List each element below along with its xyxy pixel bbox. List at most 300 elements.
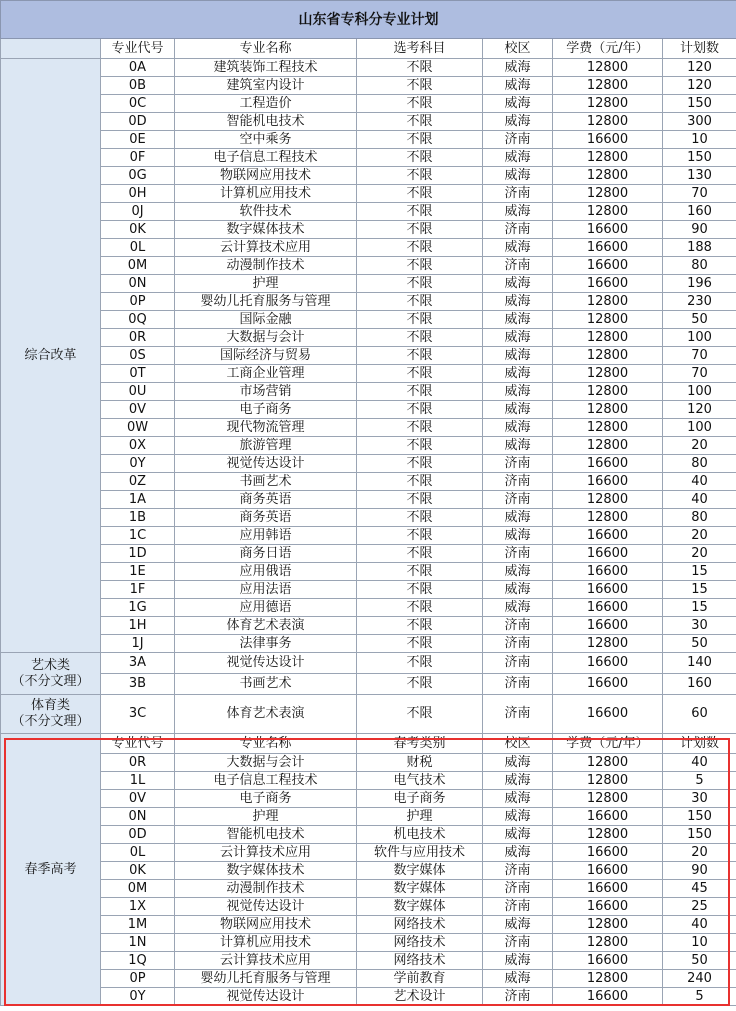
plan-count: 20 [663, 527, 736, 545]
campus: 威海 [483, 790, 553, 808]
category-cell [1, 695, 101, 734]
tuition: 12800 [553, 790, 663, 808]
table-row [1, 203, 736, 221]
major-code: 0L [101, 844, 175, 862]
major-code: 3A [101, 653, 175, 674]
subject-requirement: 不限 [357, 293, 483, 311]
major-code: 1L [101, 772, 175, 790]
major-code: 1D [101, 545, 175, 563]
major-code: 0R [101, 754, 175, 772]
tuition: 12800 [553, 365, 663, 383]
category-cell [1, 59, 101, 653]
tuition: 12800 [553, 77, 663, 95]
tuition: 12800 [553, 916, 663, 934]
major-name: 电子商务 [175, 790, 357, 808]
subject-requirement: 不限 [357, 545, 483, 563]
tuition: 12800 [553, 149, 663, 167]
plan-count: 120 [663, 77, 736, 95]
subject-requirement: 不限 [357, 635, 483, 653]
subject-requirement: 机电技术 [357, 826, 483, 844]
table-row [1, 527, 736, 545]
plan-count: 100 [663, 419, 736, 437]
plan-count: 80 [663, 257, 736, 275]
table-row [1, 790, 736, 808]
major-code: 1F [101, 581, 175, 599]
major-name: 视觉传达设计 [175, 653, 357, 674]
major-name: 视觉传达设计 [175, 455, 357, 473]
subject-requirement: 不限 [357, 419, 483, 437]
category-subtitle: （不分文理） [11, 714, 90, 729]
plan-count: 240 [663, 970, 736, 988]
category-cell: 春季高考 [1, 734, 101, 1006]
major-code: 0T [101, 365, 175, 383]
tuition: 16600 [553, 653, 663, 674]
major-code: 1M [101, 916, 175, 934]
major-name: 数字媒体技术 [175, 221, 357, 239]
tuition: 16600 [553, 563, 663, 581]
category-name: 艺术类 [30, 657, 70, 673]
category-subtitle: （不分文理） [11, 673, 90, 689]
major-name: 计算机应用技术 [175, 185, 357, 203]
plan-count: 50 [663, 635, 736, 653]
subject-requirement: 不限 [357, 491, 483, 509]
table-row [1, 695, 736, 734]
major-code: 0Y [101, 455, 175, 473]
plan-count: 40 [663, 754, 736, 772]
campus: 威海 [483, 275, 553, 293]
subject-requirement: 不限 [357, 311, 483, 329]
campus: 威海 [483, 167, 553, 185]
table-row [1, 880, 736, 898]
tuition: 12800 [553, 419, 663, 437]
major-name: 应用德语 [175, 599, 357, 617]
subject-requirement: 网络技术 [357, 952, 483, 970]
tuition: 12800 [553, 934, 663, 952]
plan-count: 20 [663, 545, 736, 563]
plan-count: 100 [663, 383, 736, 401]
plan-count: 300 [663, 113, 736, 131]
major-code: 0U [101, 383, 175, 401]
campus: 威海 [483, 509, 553, 527]
major-name: 电子商务 [175, 401, 357, 419]
subject-requirement: 不限 [357, 509, 483, 527]
subject-requirement: 不限 [357, 437, 483, 455]
tuition: 16600 [553, 581, 663, 599]
major-name: 云计算技术应用 [175, 239, 357, 257]
table-row [1, 862, 736, 880]
major-code: 0F [101, 149, 175, 167]
table-row [1, 934, 736, 952]
campus: 济南 [483, 617, 553, 635]
category-name: 综合改革 [24, 347, 77, 363]
tuition: 16600 [553, 527, 663, 545]
column-header-major-name: 专业名称 [175, 39, 357, 59]
plan-count: 140 [663, 653, 736, 674]
tuition: 12800 [553, 509, 663, 527]
table-row [1, 473, 736, 491]
subject-requirement: 电子商务 [357, 790, 483, 808]
plan-count: 196 [663, 275, 736, 293]
table-row [1, 311, 736, 329]
tuition: 12800 [553, 970, 663, 988]
major-code: 1G [101, 599, 175, 617]
subject-requirement: 艺术设计 [357, 988, 483, 1006]
tuition: 16600 [553, 455, 663, 473]
subject-requirement: 不限 [357, 275, 483, 293]
subject-requirement: 不限 [357, 455, 483, 473]
subject-requirement: 不限 [357, 365, 483, 383]
column-header-campus: 校区 [483, 734, 553, 754]
table-row [1, 635, 736, 653]
table-row [1, 275, 736, 293]
table-row [1, 239, 736, 257]
table-row [1, 617, 736, 635]
campus: 威海 [483, 808, 553, 826]
subject-requirement: 护理 [357, 808, 483, 826]
table-row [1, 437, 736, 455]
tuition: 16600 [553, 599, 663, 617]
table-row [1, 167, 736, 185]
column-header-campus: 校区 [483, 39, 553, 59]
tuition: 12800 [553, 203, 663, 221]
tuition: 16600 [553, 880, 663, 898]
subject-requirement: 不限 [357, 77, 483, 95]
major-name: 建筑室内设计 [175, 77, 357, 95]
tuition: 16600 [553, 275, 663, 293]
table-row [1, 844, 736, 862]
column-header-subject-requirement: 选考科目 [357, 39, 483, 59]
campus: 威海 [483, 826, 553, 844]
subject-requirement: 不限 [357, 653, 483, 674]
subject-requirement: 不限 [357, 185, 483, 203]
table-row [1, 988, 736, 1006]
plan-count: 90 [663, 862, 736, 880]
major-name: 旅游管理 [175, 437, 357, 455]
major-code: 0E [101, 131, 175, 149]
campus: 济南 [483, 653, 553, 674]
campus: 济南 [483, 455, 553, 473]
major-code: 0K [101, 221, 175, 239]
header-row [1, 734, 736, 754]
major-name: 体育艺术表演 [175, 695, 357, 734]
campus: 济南 [483, 473, 553, 491]
table-row [1, 455, 736, 473]
table-row [1, 149, 736, 167]
column-header-plan-count: 计划数 [663, 734, 736, 754]
tuition: 12800 [553, 311, 663, 329]
major-code: 0B [101, 77, 175, 95]
table-row [1, 808, 736, 826]
campus: 济南 [483, 695, 553, 734]
plan-count: 15 [663, 563, 736, 581]
campus: 济南 [483, 131, 553, 149]
subject-requirement: 不限 [357, 695, 483, 734]
plan-count: 10 [663, 934, 736, 952]
plan-count: 150 [663, 95, 736, 113]
tuition: 16600 [553, 221, 663, 239]
header-row [1, 39, 736, 59]
tuition: 16600 [553, 898, 663, 916]
subject-requirement: 电气技术 [357, 772, 483, 790]
plan-count: 20 [663, 844, 736, 862]
major-name: 智能机电技术 [175, 113, 357, 131]
table-row [1, 59, 736, 77]
subject-requirement: 不限 [357, 527, 483, 545]
major-code: 1Q [101, 952, 175, 970]
plan-count: 230 [663, 293, 736, 311]
campus: 威海 [483, 329, 553, 347]
tuition: 12800 [553, 401, 663, 419]
tuition: 12800 [553, 635, 663, 653]
major-name: 应用法语 [175, 581, 357, 599]
major-name: 计算机应用技术 [175, 934, 357, 952]
major-name: 视觉传达设计 [175, 898, 357, 916]
title-row [1, 1, 736, 39]
plan-count: 120 [663, 401, 736, 419]
tuition: 12800 [553, 329, 663, 347]
subject-requirement: 不限 [357, 599, 483, 617]
major-code: 1H [101, 617, 175, 635]
campus: 济南 [483, 880, 553, 898]
campus: 济南 [483, 898, 553, 916]
column-header-tuition: 学费（元/年） [553, 734, 663, 754]
table-row [1, 77, 736, 95]
subject-requirement: 不限 [357, 347, 483, 365]
table-row [1, 563, 736, 581]
campus: 威海 [483, 347, 553, 365]
major-code: 0N [101, 275, 175, 293]
major-code: 0V [101, 790, 175, 808]
tuition: 12800 [553, 347, 663, 365]
campus: 济南 [483, 257, 553, 275]
campus: 济南 [483, 934, 553, 952]
major-name: 工程造价 [175, 95, 357, 113]
campus: 威海 [483, 527, 553, 545]
tuition: 12800 [553, 95, 663, 113]
major-code: 1J [101, 635, 175, 653]
tuition: 16600 [553, 545, 663, 563]
tuition: 12800 [553, 185, 663, 203]
campus: 威海 [483, 59, 553, 77]
major-code: 0D [101, 113, 175, 131]
tuition: 16600 [553, 257, 663, 275]
major-name: 建筑装饰工程技术 [175, 59, 357, 77]
major-name: 商务英语 [175, 491, 357, 509]
campus: 威海 [483, 203, 553, 221]
major-name: 护理 [175, 275, 357, 293]
campus: 威海 [483, 419, 553, 437]
header-blank-cell [1, 39, 101, 59]
tuition: 16600 [553, 674, 663, 695]
table-row [1, 916, 736, 934]
major-name: 法律事务 [175, 635, 357, 653]
major-name: 护理 [175, 808, 357, 826]
major-name: 婴幼儿托育服务与管理 [175, 293, 357, 311]
plan-count: 70 [663, 365, 736, 383]
major-name: 智能机电技术 [175, 826, 357, 844]
major-code: 3B [101, 674, 175, 695]
major-name: 软件技术 [175, 203, 357, 221]
major-name: 大数据与会计 [175, 329, 357, 347]
major-name: 书画艺术 [175, 473, 357, 491]
column-header-subject-requirement: 春考类别 [357, 734, 483, 754]
campus: 济南 [483, 185, 553, 203]
major-code: 0Z [101, 473, 175, 491]
plan-count: 70 [663, 185, 736, 203]
plan-count: 15 [663, 599, 736, 617]
column-header-tuition: 学费（元/年） [553, 39, 663, 59]
plan-count: 30 [663, 790, 736, 808]
major-name: 体育艺术表演 [175, 617, 357, 635]
plan-count: 20 [663, 437, 736, 455]
major-name: 物联网应用技术 [175, 167, 357, 185]
campus: 济南 [483, 545, 553, 563]
campus: 威海 [483, 970, 553, 988]
tuition: 16600 [553, 862, 663, 880]
major-code: 0Y [101, 988, 175, 1006]
subject-requirement: 不限 [357, 113, 483, 131]
plan-count: 120 [663, 59, 736, 77]
tuition: 16600 [553, 239, 663, 257]
major-name: 动漫制作技术 [175, 880, 357, 898]
table-row [1, 754, 736, 772]
campus: 威海 [483, 599, 553, 617]
campus: 济南 [483, 674, 553, 695]
subject-requirement: 网络技术 [357, 916, 483, 934]
major-name: 云计算技术应用 [175, 844, 357, 862]
major-code: 0D [101, 826, 175, 844]
subject-requirement: 不限 [357, 581, 483, 599]
plan-count: 45 [663, 880, 736, 898]
tuition: 12800 [553, 772, 663, 790]
major-name: 国际金融 [175, 311, 357, 329]
major-code: 1C [101, 527, 175, 545]
campus: 威海 [483, 95, 553, 113]
table-row [1, 401, 736, 419]
tuition: 12800 [553, 437, 663, 455]
subject-requirement: 学前教育 [357, 970, 483, 988]
subject-requirement: 不限 [357, 167, 483, 185]
major-code: 0X [101, 437, 175, 455]
table-row [1, 95, 736, 113]
campus: 济南 [483, 635, 553, 653]
subject-requirement: 不限 [357, 563, 483, 581]
plan-count: 30 [663, 617, 736, 635]
major-name: 应用韩语 [175, 527, 357, 545]
campus: 威海 [483, 149, 553, 167]
plan-count: 80 [663, 509, 736, 527]
major-code: 0A [101, 59, 175, 77]
tuition: 12800 [553, 383, 663, 401]
major-name: 现代物流管理 [175, 419, 357, 437]
plan-count: 15 [663, 581, 736, 599]
major-code: 0W [101, 419, 175, 437]
major-code: 1A [101, 491, 175, 509]
tuition: 12800 [553, 491, 663, 509]
tuition: 12800 [553, 113, 663, 131]
subject-requirement: 数字媒体 [357, 862, 483, 880]
major-name: 大数据与会计 [175, 754, 357, 772]
table-row [1, 365, 736, 383]
plan-count: 160 [663, 203, 736, 221]
campus: 威海 [483, 581, 553, 599]
plan-count: 100 [663, 329, 736, 347]
subject-requirement: 数字媒体 [357, 880, 483, 898]
table-row [1, 131, 736, 149]
major-code: 1B [101, 509, 175, 527]
campus: 威海 [483, 383, 553, 401]
table-row [1, 599, 736, 617]
campus: 威海 [483, 437, 553, 455]
table-row [1, 257, 736, 275]
subject-requirement: 不限 [357, 239, 483, 257]
subject-requirement: 不限 [357, 674, 483, 695]
major-code: 0V [101, 401, 175, 419]
major-code: 1X [101, 898, 175, 916]
table-row [1, 329, 736, 347]
plan-count: 150 [663, 826, 736, 844]
page-title: 山东省专科分专业计划 [1, 1, 736, 39]
tuition: 16600 [553, 844, 663, 862]
plan-count: 25 [663, 898, 736, 916]
campus: 威海 [483, 293, 553, 311]
plan-count: 5 [663, 772, 736, 790]
plan-count: 70 [663, 347, 736, 365]
tuition: 16600 [553, 473, 663, 491]
major-name: 云计算技术应用 [175, 952, 357, 970]
table-row [1, 113, 736, 131]
major-code: 0H [101, 185, 175, 203]
major-name: 空中乘务 [175, 131, 357, 149]
table-row [1, 898, 736, 916]
column-header-major-code: 专业代号 [101, 39, 175, 59]
column-header-plan-count: 计划数 [663, 39, 736, 59]
subject-requirement: 网络技术 [357, 934, 483, 952]
plan-count: 5 [663, 988, 736, 1006]
subject-requirement: 不限 [357, 401, 483, 419]
tuition: 16600 [553, 808, 663, 826]
plan-count: 60 [663, 695, 736, 734]
major-name: 市场营销 [175, 383, 357, 401]
subject-requirement: 不限 [357, 59, 483, 77]
table-row [1, 419, 736, 437]
major-name: 商务日语 [175, 545, 357, 563]
tuition: 16600 [553, 988, 663, 1006]
major-name: 物联网应用技术 [175, 916, 357, 934]
subject-requirement: 数字媒体 [357, 898, 483, 916]
tuition: 12800 [553, 826, 663, 844]
category-name: 体育类 [30, 698, 70, 713]
major-name: 婴幼儿托育服务与管理 [175, 970, 357, 988]
table-row [1, 826, 736, 844]
major-code: 1E [101, 563, 175, 581]
table-row [1, 653, 736, 674]
campus: 威海 [483, 772, 553, 790]
campus: 威海 [483, 563, 553, 581]
plan-count: 50 [663, 952, 736, 970]
campus: 济南 [483, 988, 553, 1006]
table-row [1, 952, 736, 970]
major-code: 0R [101, 329, 175, 347]
major-name: 视觉传达设计 [175, 988, 357, 1006]
tuition: 12800 [553, 59, 663, 77]
major-code: 0J [101, 203, 175, 221]
major-name: 电子信息工程技术 [175, 149, 357, 167]
plan-count: 40 [663, 491, 736, 509]
subject-requirement: 不限 [357, 617, 483, 635]
campus: 威海 [483, 239, 553, 257]
table-row [1, 581, 736, 599]
